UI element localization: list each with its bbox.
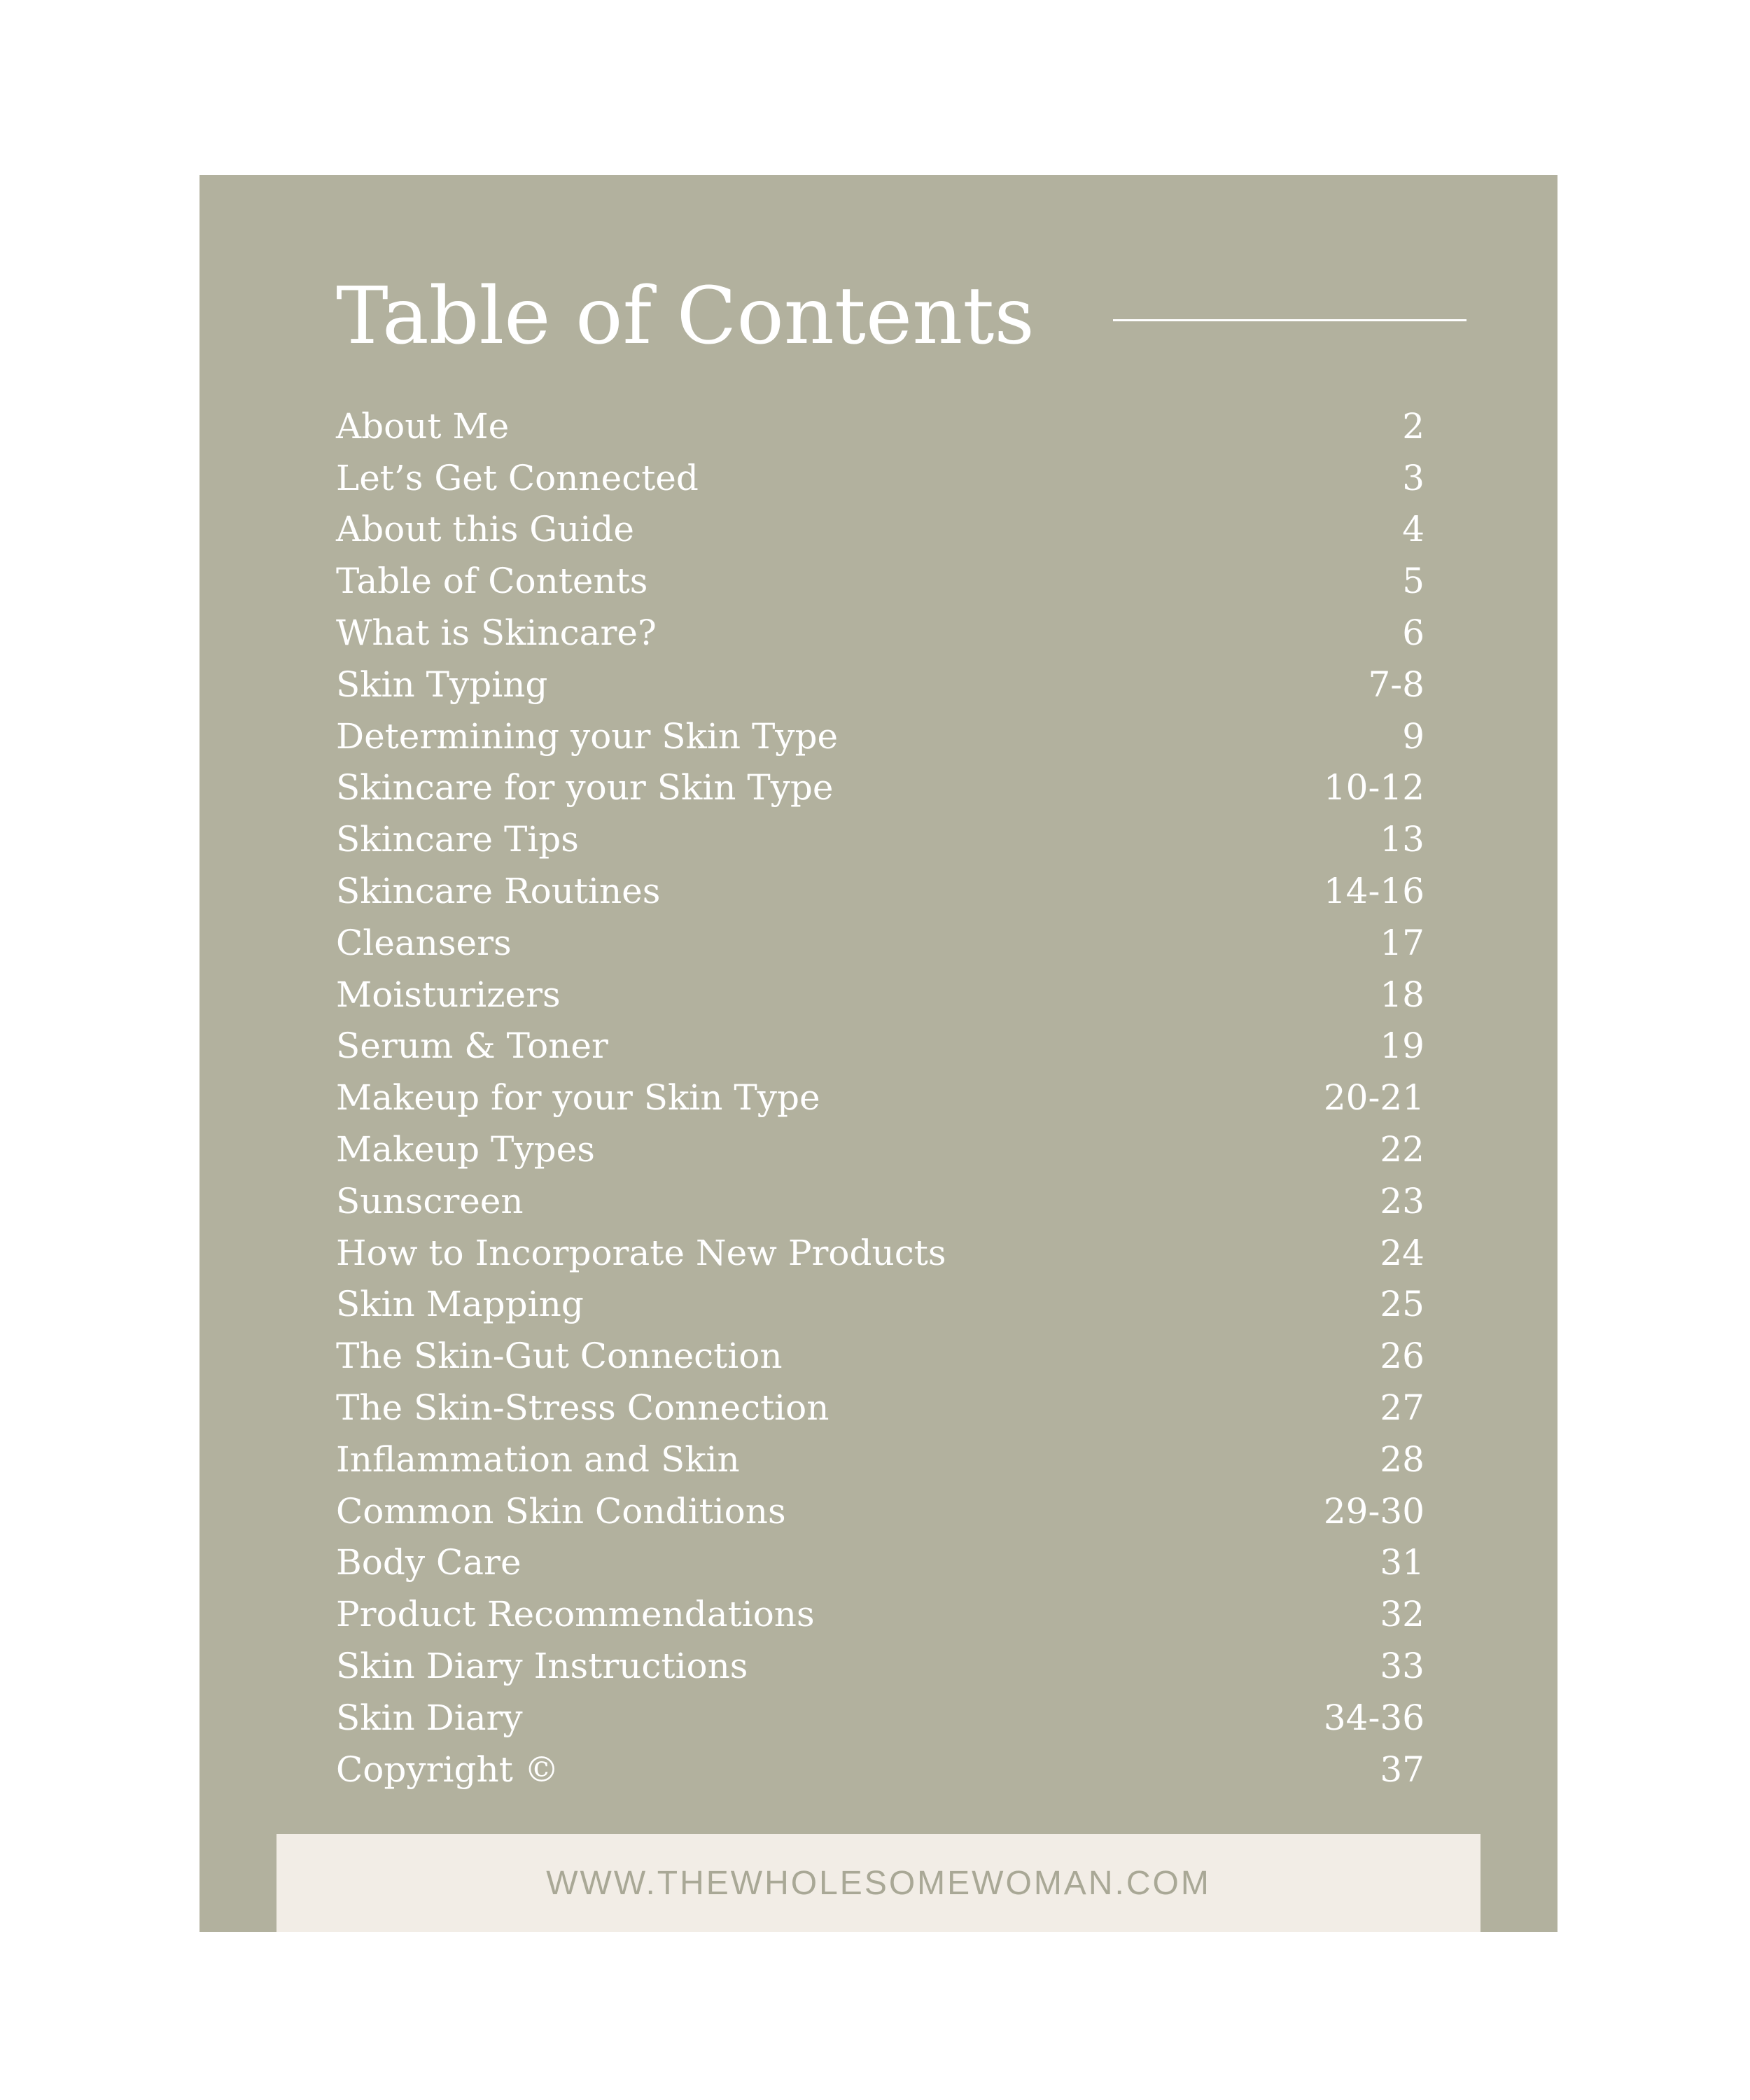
toc-entry[interactable] (336, 865, 1424, 917)
toc-list (336, 400, 1424, 1795)
toc-entry-page: 4 (1402, 509, 1424, 550)
toc-entry[interactable] (336, 1537, 1424, 1589)
toc-panel (200, 175, 1558, 1932)
toc-entry-title: Inflammation and Skin (336, 1438, 740, 1480)
toc-entry-title: What is Skincare? (336, 612, 657, 654)
toc-entry-title: The Skin-Stress Connection (336, 1387, 830, 1429)
toc-entry[interactable] (336, 1692, 1424, 1744)
toc-entry-title: How to Incorporate New Products (336, 1232, 946, 1273)
toc-entry-page: 6 (1402, 612, 1424, 654)
toc-entry[interactable] (336, 504, 1424, 556)
toc-entry-title: Skincare for your Skin Type (336, 767, 834, 808)
toc-entry-page: 22 (1380, 1129, 1424, 1170)
toc-entry-page: 25 (1380, 1284, 1424, 1325)
toc-entry[interactable] (336, 452, 1424, 504)
toc-entry[interactable] (336, 813, 1424, 865)
toc-entry-page: 20-21 (1323, 1077, 1424, 1119)
toc-entry-page: 29-30 (1323, 1490, 1424, 1532)
toc-entry-title: Makeup for your Skin Type (336, 1077, 820, 1119)
website-link[interactable]: WWW.THEWHOLESOMEWOMAN.COM (546, 1864, 1211, 1902)
toc-entry[interactable] (336, 1227, 1424, 1279)
toc-entry-page: 2 (1402, 405, 1424, 447)
toc-entry[interactable] (336, 1588, 1424, 1640)
toc-entry[interactable] (336, 1330, 1424, 1382)
toc-entry-title: Skincare Tips (336, 819, 579, 860)
toc-entry[interactable] (336, 1744, 1424, 1795)
toc-entry-title: Sunscreen (336, 1180, 524, 1222)
toc-entry[interactable] (336, 1279, 1424, 1331)
toc-entry-title: Skin Mapping (336, 1284, 584, 1325)
toc-entry-page: 18 (1380, 974, 1424, 1015)
toc-entry-page: 28 (1380, 1438, 1424, 1480)
toc-entry-title: Makeup Types (336, 1129, 595, 1170)
toc-entry[interactable] (336, 917, 1424, 969)
toc-entry-page: 14-16 (1323, 871, 1424, 912)
toc-entry[interactable] (336, 1382, 1424, 1434)
toc-entry-page: 23 (1380, 1180, 1424, 1222)
toc-entry-title: Common Skin Conditions (336, 1490, 786, 1532)
toc-entry[interactable] (336, 1021, 1424, 1072)
toc-entry-title: Let’s Get Connected (336, 457, 699, 498)
toc-entry-title: About this Guide (336, 509, 634, 550)
title-divider (1113, 319, 1466, 321)
toc-entry-page: 27 (1380, 1387, 1424, 1429)
toc-entry[interactable] (336, 1434, 1424, 1485)
toc-entry-page: 17 (1380, 922, 1424, 963)
toc-entry-page: 9 (1402, 715, 1424, 757)
toc-entry[interactable] (336, 1640, 1424, 1692)
footer-bar (276, 1834, 1480, 1932)
toc-entry-title: Body Care (336, 1542, 522, 1583)
toc-entry-page: 24 (1380, 1232, 1424, 1273)
toc-entry-title: Skin Diary Instructions (336, 1646, 748, 1687)
toc-entry[interactable] (336, 659, 1424, 710)
toc-entry-title: About Me (336, 405, 510, 447)
toc-entry[interactable] (336, 555, 1424, 607)
toc-entry-page: 5 (1402, 561, 1424, 602)
toc-entry-title: Determining your Skin Type (336, 715, 839, 757)
toc-entry[interactable] (336, 607, 1424, 659)
toc-entry-page: 7-8 (1368, 664, 1424, 705)
toc-entry-page: 34-36 (1323, 1697, 1424, 1738)
toc-entry-page: 33 (1380, 1646, 1424, 1687)
toc-entry[interactable] (336, 969, 1424, 1021)
toc-entry-title: Copyright © (336, 1749, 559, 1790)
toc-entry-page: 13 (1380, 819, 1424, 860)
toc-entry-page: 32 (1380, 1594, 1424, 1635)
toc-entry-title: Skin Typing (336, 664, 548, 705)
toc-entry-title: Cleansers (336, 922, 512, 963)
toc-entry-title: Product Recommendations (336, 1594, 815, 1635)
toc-entry-title: Moisturizers (336, 974, 561, 1015)
toc-entry-page: 37 (1380, 1749, 1424, 1790)
toc-entry-title: Skin Diary (336, 1697, 523, 1738)
toc-entry-title: Table of Contents (336, 561, 648, 602)
toc-entry[interactable] (336, 1485, 1424, 1537)
page-title: Table of Contents (336, 271, 1035, 362)
toc-entry[interactable] (336, 762, 1424, 814)
toc-entry[interactable] (336, 1072, 1424, 1124)
toc-entry[interactable] (336, 1175, 1424, 1227)
toc-entry[interactable] (336, 1124, 1424, 1175)
toc-entry-page: 10-12 (1323, 767, 1424, 808)
toc-entry[interactable] (336, 710, 1424, 762)
toc-entry[interactable] (336, 400, 1424, 452)
toc-entry-page: 3 (1402, 457, 1424, 498)
toc-entry-page: 19 (1380, 1026, 1424, 1067)
toc-entry-title: The Skin-Gut Connection (336, 1336, 783, 1377)
toc-entry-page: 26 (1380, 1336, 1424, 1377)
toc-entry-title: Serum & Toner (336, 1026, 608, 1067)
toc-entry-title: Skincare Routines (336, 871, 661, 912)
toc-entry-page: 31 (1380, 1542, 1424, 1583)
